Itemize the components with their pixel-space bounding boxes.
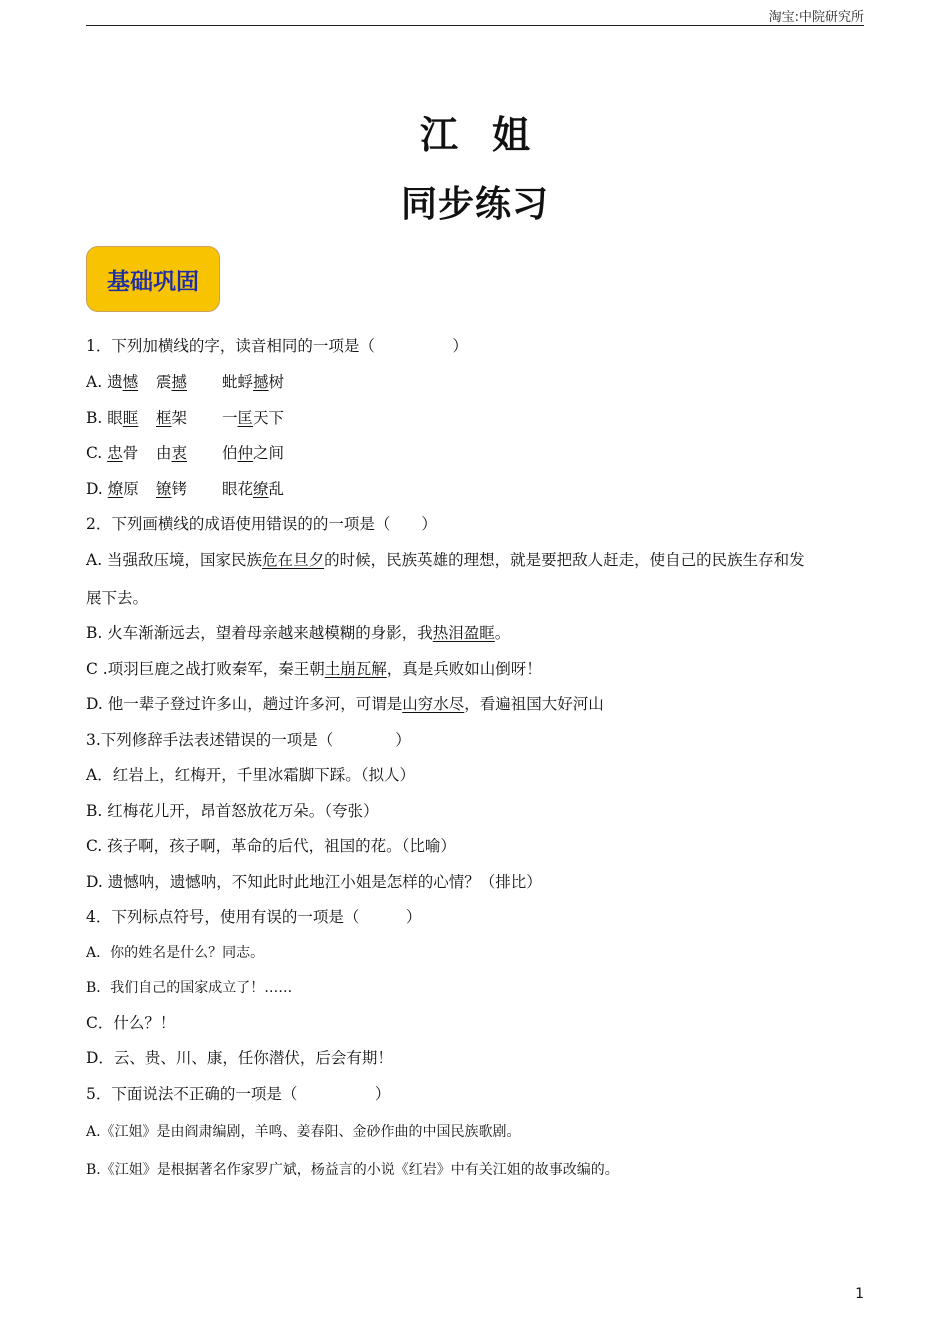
question-2-stem: 2．下列画横线的成语使用错误的的一项是（ ） <box>86 515 437 533</box>
question-5-option-b: B.《江姐》是根据著名作家罗广斌，杨益言的小说《红岩》中有关江姐的故事改编的。 <box>86 1162 619 1178</box>
question-2-option-a-continued: 展下去。 <box>86 589 149 607</box>
page-subtitle: 同步练习 <box>400 184 549 225</box>
question-5-stem: 5．下面说法不正确的一项是（ ） <box>86 1085 391 1103</box>
question-1-option-a: A. 遗憾 震撼 蚍蜉撼树 <box>86 373 285 391</box>
header-divider <box>86 25 864 26</box>
question-4-option-d: D．云、贵、川、康，任你潜伏，后会有期！ <box>86 1049 393 1067</box>
question-4-option-b: B．我们自己的国家成立了！…… <box>86 980 293 996</box>
question-4-option-a: A．你的姓名是什么？同志。 <box>86 945 265 961</box>
section-badge: 基础巩固 <box>86 246 220 312</box>
question-3-stem: 3.下列修辞手法表述错误的一项是（ ） <box>86 731 411 749</box>
question-1-stem: 1．下列加横线的字，读音相同的一项是（ ） <box>86 337 468 355</box>
question-2-option-b: B. 火车渐渐远去，望着母亲越来越模糊的身影，我热泪盈眶。 <box>86 624 511 642</box>
question-2-option-a: A. 当强敌压境，国家民族危在旦夕的时候，民族英雄的理想，就是要把敌人赶走，使自己的民族生存和发 <box>86 551 805 569</box>
question-5-option-a: A.《江姐》是由阎肃编剧，羊鸣、姜春阳、金砂作曲的中国民族歌剧。 <box>86 1124 521 1140</box>
question-1-option-b: B. 眼眶 框架 一匡天下 <box>86 409 285 427</box>
question-1-option-d: D. 燎原 镣铐 眼花缭乱 <box>86 480 285 498</box>
question-4-option-c: C．什么？！ <box>86 1014 176 1032</box>
question-3-option-a: A．红岩上，红梅开，千里冰霜脚下踩。（拟人） <box>86 766 415 784</box>
question-2-option-c: C .项羽巨鹿之战打败秦军，秦王朝土崩瓦解，真是兵败如山倒呀！ <box>86 660 542 678</box>
question-2-option-d: D. 他一辈子登过许多山，趟过许多河，可谓是山穷水尽，看遍祖国大好河山 <box>86 695 604 713</box>
page-title: 江姐 <box>419 113 564 157</box>
question-3-option-c: C. 孩子啊，孩子啊，革命的后代，祖国的花。（比喻） <box>86 837 456 855</box>
question-3-option-b: B. 红梅花儿开，昂首怒放花万朵。（夸张） <box>86 802 379 820</box>
question-1-option-c: C. 忠骨 由衷 伯仲之间 <box>86 444 285 462</box>
question-3-option-d: D. 遗憾呐，遗憾呐，不知此时此地江小姐是怎样的心情？（排比） <box>86 873 542 891</box>
question-4-stem: 4．下列标点符号，使用有误的一项是（ ） <box>86 908 422 926</box>
page-number: 1 <box>855 1286 864 1302</box>
header-text: 淘宝:中院研究所 <box>768 10 864 25</box>
